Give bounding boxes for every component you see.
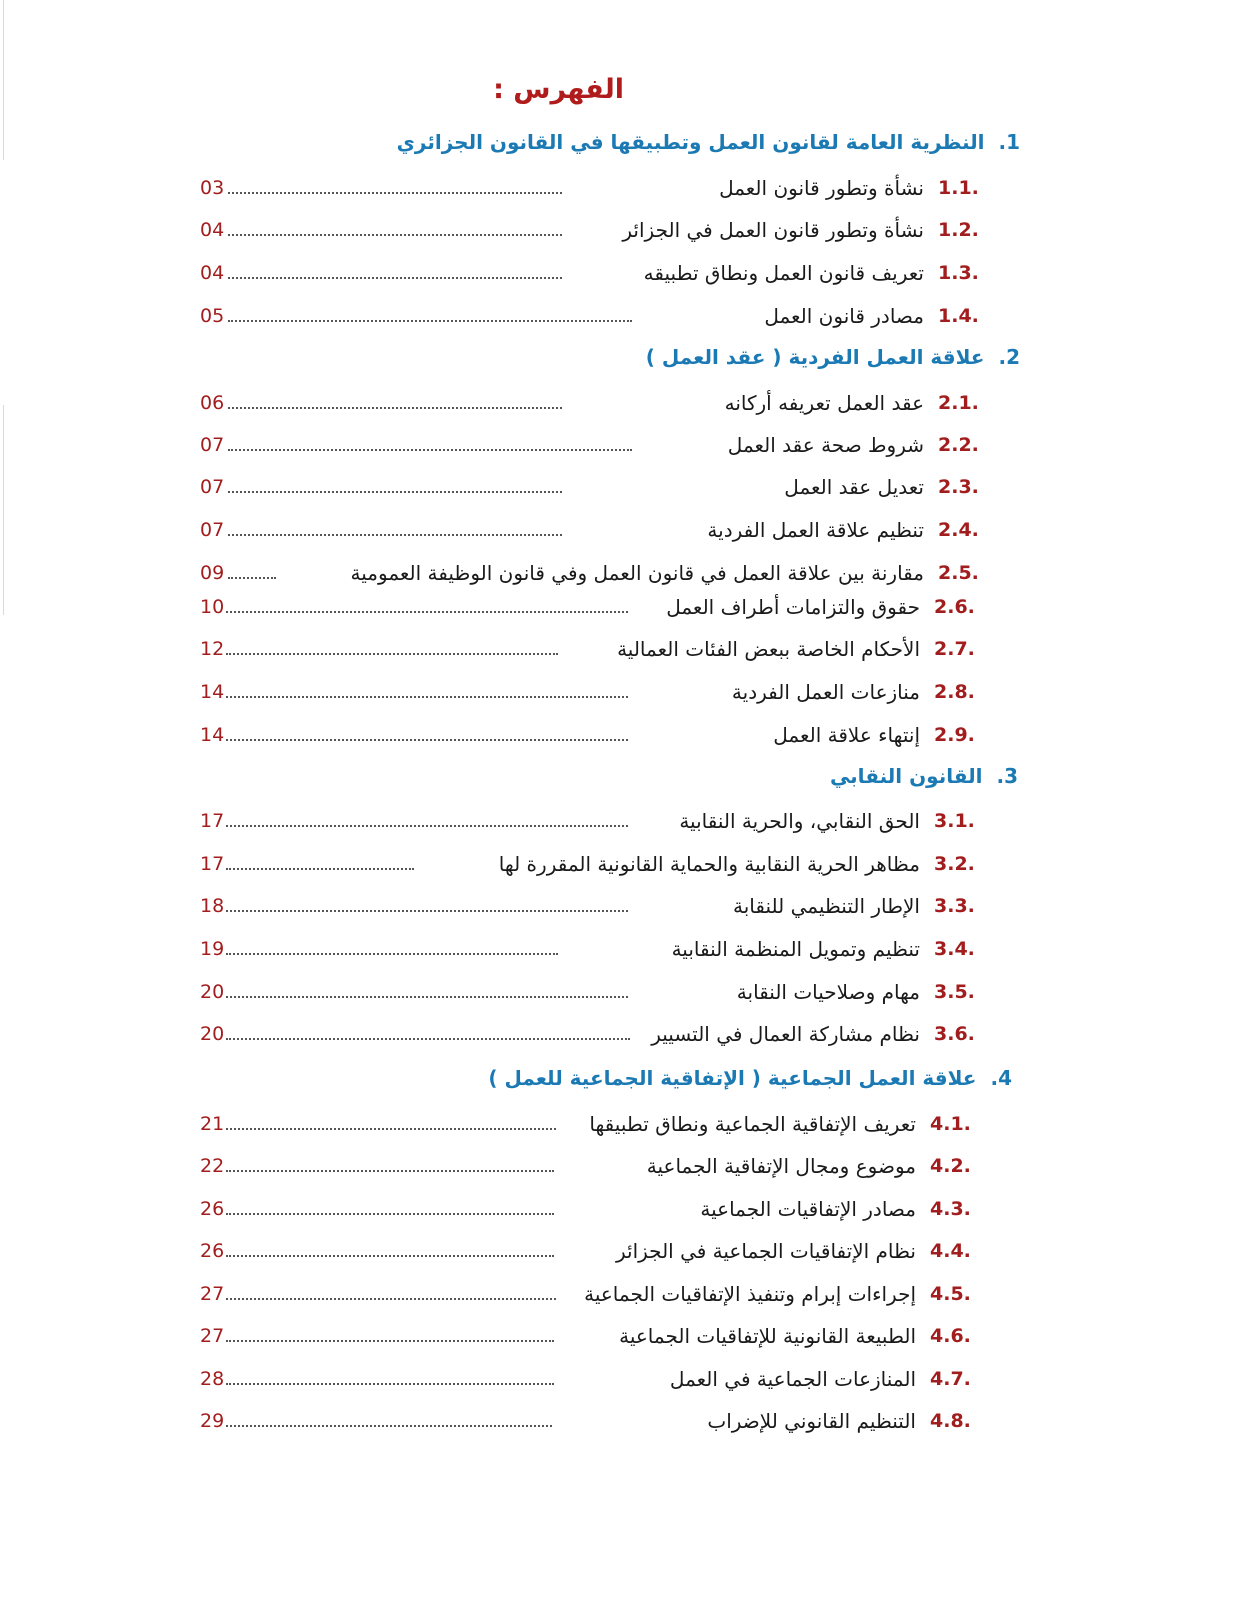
toc-entry[interactable]: [200, 514, 982, 546]
entry-number: 4.5.: [930, 1283, 971, 1305]
page-number: 12: [200, 638, 225, 660]
toc-entry[interactable]: [200, 1320, 974, 1352]
entry-number: 3.5.: [934, 981, 975, 1003]
entry-number: 2.6.: [934, 596, 975, 618]
page-number: 20: [200, 981, 225, 1003]
entry-number: 1.4.: [938, 305, 979, 327]
dot-leader: [226, 653, 558, 655]
dot-leader: [226, 1170, 554, 1172]
entry-number: 2.2.: [938, 434, 979, 456]
entry-number: 2.7.: [934, 638, 975, 660]
page-number: 09: [200, 562, 225, 584]
toc-entry[interactable]: [200, 890, 978, 922]
entry-number: 3.2.: [934, 853, 975, 875]
dot-leader: [226, 696, 628, 698]
entry-number: 2.8.: [934, 681, 975, 703]
dot-leader: [226, 825, 628, 827]
page-number: 18: [200, 895, 225, 917]
entry-number: 4.3.: [930, 1198, 971, 1220]
entry-number: 2.4.: [938, 519, 979, 541]
toc-entry[interactable]: [200, 1150, 974, 1182]
toc-entry[interactable]: [200, 1193, 974, 1225]
section-heading: [488, 1066, 1012, 1090]
entry-number: 1.3.: [938, 262, 979, 284]
entry-label: عقد العمل تعريفه أركانه: [724, 391, 924, 415]
toc-entry[interactable]: [200, 1363, 974, 1395]
toc-entry[interactable]: [200, 471, 982, 503]
section-number: 2.: [998, 345, 1020, 369]
dot-leader: [226, 1213, 554, 1215]
dot-leader: [226, 910, 628, 912]
dot-leader: [226, 739, 628, 741]
entry-label: الحق النقابي، والحرية النقابية: [679, 809, 920, 833]
dot-leader: [226, 1128, 556, 1130]
toc-entry[interactable]: [200, 1235, 974, 1267]
toc-entry[interactable]: [200, 976, 978, 1008]
toc-entry[interactable]: [200, 1405, 974, 1437]
section-title: القانون النقابي: [829, 764, 983, 788]
entry-label: مقارنة بين علاقة العمل في قانون العمل وفي قانون الوظيفة العمومية: [350, 561, 924, 585]
entry-label: التنظيم القانوني للإضراب: [707, 1409, 916, 1433]
page-number: 10: [200, 596, 225, 618]
page-number: 17: [200, 853, 225, 875]
entry-number: 4.7.: [930, 1368, 971, 1390]
page-edge-line: [3, 405, 4, 615]
entry-label: نشأة وتطور قانون العمل في الجزائر: [622, 218, 924, 242]
page-number: 26: [200, 1240, 225, 1262]
entry-label: مصادر قانون العمل: [764, 304, 924, 328]
page-number: 19: [200, 938, 225, 960]
entry-label: الطبيعة القانونية للإتفاقيات الجماعية: [619, 1324, 916, 1348]
entry-label: إنتهاء علاقة العمل: [773, 723, 920, 747]
dot-leader: [226, 1340, 554, 1342]
entry-number: 3.3.: [934, 895, 975, 917]
page-number: 29: [200, 1410, 225, 1432]
page-number: 04: [200, 219, 225, 241]
toc-entry[interactable]: [200, 591, 978, 623]
toc-entry[interactable]: [200, 429, 982, 461]
dot-leader: [228, 491, 562, 493]
page-number: 27: [200, 1325, 225, 1347]
page-number: 05: [200, 305, 225, 327]
entry-label: الإطار التنظيمي للنقابة: [733, 894, 920, 918]
page-number: 04: [200, 262, 225, 284]
entry-label: منازعات العمل الفردية: [731, 680, 920, 704]
entry-label: تعريف الإتفاقية الجماعية ونطاق تطبيقها: [589, 1112, 916, 1136]
page-number: 14: [200, 681, 225, 703]
entry-number: 4.4.: [930, 1240, 971, 1262]
toc-entry[interactable]: [200, 257, 982, 289]
entry-label: مظاهر الحرية النقابية والحماية القانونية المقررة لها: [498, 852, 920, 876]
toc-entry[interactable]: [200, 676, 978, 708]
entry-label: نشأة وتطور قانون العمل: [719, 176, 924, 200]
dot-leader: [226, 1038, 630, 1040]
entry-number: 1.1.: [938, 177, 979, 199]
page-number: 20: [200, 1023, 225, 1045]
entry-label: نظام مشاركة العمال في التسيير: [651, 1022, 920, 1046]
section-title: علاقة العمل الجماعية ( الإتفاقية الجماعية للعمل ): [488, 1066, 977, 1090]
section-number: 3.: [996, 764, 1018, 788]
entry-number: 2.5.: [938, 562, 979, 584]
entry-number: 2.9.: [934, 724, 975, 746]
dot-leader: [226, 1298, 556, 1300]
section-heading: [646, 345, 1020, 369]
entry-label: تنظيم وتمويل المنظمة النقابية: [671, 937, 920, 961]
entry-number: 4.2.: [930, 1155, 971, 1177]
entry-label: مهام وصلاحيات النقابة: [736, 980, 920, 1004]
entry-number: 3.6.: [934, 1023, 975, 1045]
dot-leader: [226, 996, 628, 998]
dot-leader: [228, 407, 562, 409]
entry-label: موضوع ومجال الإتفاقية الجماعية: [646, 1154, 916, 1178]
toc-entry[interactable]: [200, 172, 982, 204]
toc-entry[interactable]: [200, 214, 982, 246]
section-heading: [397, 130, 1020, 154]
entry-number: 2.1.: [938, 392, 979, 414]
page-number: 21: [200, 1113, 225, 1135]
section-number: 4.: [990, 1066, 1012, 1090]
page-number: 07: [200, 519, 225, 541]
page-number: 17: [200, 810, 225, 832]
entry-label: تنظيم علاقة العمل الفردية: [707, 518, 924, 542]
section-title: النظرية العامة لقانون العمل وتطبيقها في القانون الجزائري: [396, 130, 985, 154]
dot-leader: [226, 868, 414, 870]
page-number: 22: [200, 1155, 225, 1177]
toc-entry[interactable]: [200, 1278, 974, 1310]
toc-entry[interactable]: [200, 719, 978, 751]
dot-leader: [228, 534, 562, 536]
toc-entry[interactable]: [200, 300, 982, 332]
entry-number: 1.2.: [938, 219, 979, 241]
page-number: 26: [200, 1198, 225, 1220]
entry-number: 2.3.: [938, 476, 979, 498]
dot-leader: [228, 449, 632, 451]
entry-number: 3.4.: [934, 938, 975, 960]
dot-leader: [226, 1425, 552, 1427]
toc-entry[interactable]: [200, 633, 978, 665]
entry-label: إجراءات إبرام وتنفيذ الإتفاقيات الجماعية: [584, 1282, 916, 1306]
dot-leader: [228, 320, 632, 322]
dot-leader: [226, 1383, 554, 1385]
entry-label: حقوق والتزامات أطراف العمل: [666, 595, 920, 619]
entry-label: تعديل عقد العمل: [784, 475, 924, 499]
entry-label: شروط صحة عقد العمل: [727, 433, 924, 457]
page-number: 28: [200, 1368, 225, 1390]
dot-leader: [226, 1255, 554, 1257]
dot-leader: [228, 192, 562, 194]
page-number: 07: [200, 476, 225, 498]
section-title: علاقة العمل الفردية ( عقد العمل ): [645, 345, 985, 369]
entry-label: مصادر الإتفاقيات الجماعية: [700, 1197, 916, 1221]
entry-number: 3.1.: [934, 810, 975, 832]
page-number: 14: [200, 724, 225, 746]
dot-leader: [226, 953, 558, 955]
entry-label: نظام الإتفاقيات الجماعية في الجزائر: [615, 1239, 916, 1263]
toc-entry[interactable]: [200, 1108, 974, 1140]
toc-entry[interactable]: [200, 1018, 978, 1050]
toc-title: الفهرس :: [493, 74, 624, 105]
toc-entry[interactable]: [200, 848, 978, 880]
entry-label: تعريف قانون العمل ونطاق تطبيقه: [643, 261, 924, 285]
entry-label: المنازعات الجماعية في العمل: [669, 1367, 916, 1391]
page-number: 27: [200, 1283, 225, 1305]
toc-entry[interactable]: [200, 387, 982, 419]
toc-entry[interactable]: [200, 933, 978, 965]
entry-label: الأحكام الخاصة ببعض الفئات العمالية: [617, 637, 920, 661]
toc-entry[interactable]: [200, 557, 982, 589]
entry-number: 4.1.: [930, 1113, 971, 1135]
page-number: 03: [200, 177, 225, 199]
page-number: 06: [200, 392, 225, 414]
entry-number: 4.8.: [930, 1410, 971, 1432]
section-heading: [830, 764, 1018, 788]
toc-entry[interactable]: [200, 805, 978, 837]
dot-leader: [226, 611, 628, 613]
dot-leader: [228, 277, 562, 279]
entry-number: 4.6.: [930, 1325, 971, 1347]
section-number: 1.: [998, 130, 1020, 154]
page-number: 07: [200, 434, 225, 456]
dot-leader: [228, 234, 562, 236]
